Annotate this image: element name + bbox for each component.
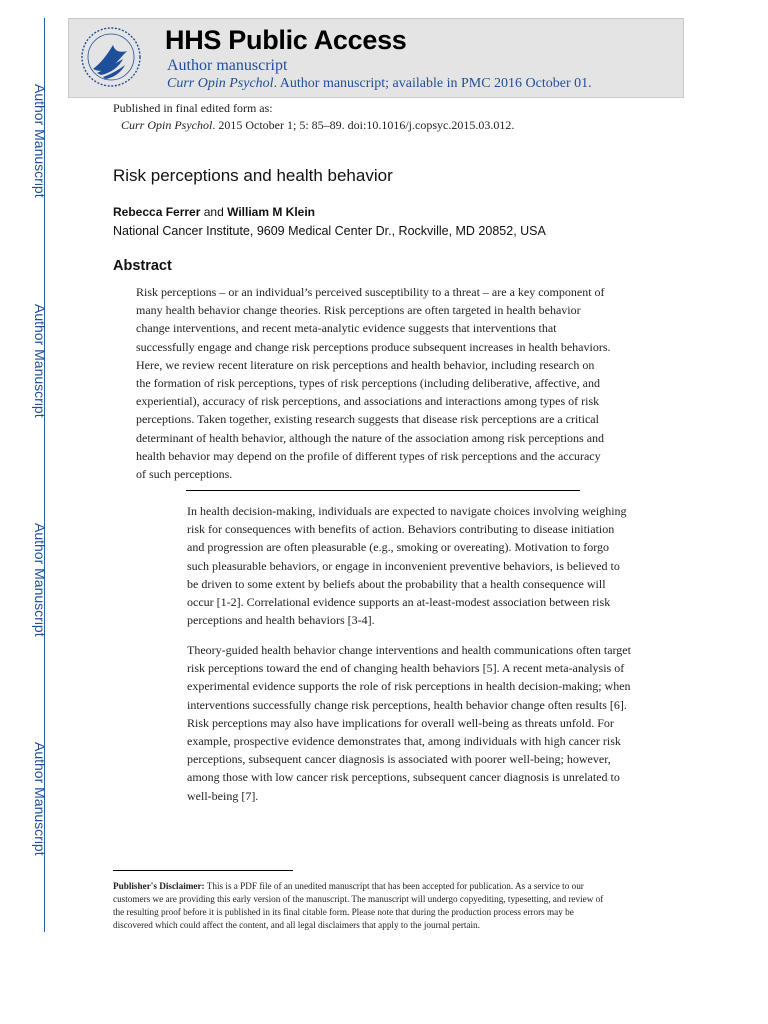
disclaimer-line <box>113 880 661 893</box>
abstract-line: change interventions, and recent meta-analytic evidence suggests that interventions that <box>136 321 557 336</box>
citation-journal: Curr Opin Psychol <box>121 118 213 132</box>
abstract-body <box>136 283 636 483</box>
abstract-line: many health behavior change theories. Risk perceptions are often targeted in health behavior <box>136 303 581 318</box>
paragraph-line: risk for consequences with benefits of action. Behaviors contributing to disease initiation <box>187 522 615 537</box>
published-citation <box>113 100 514 134</box>
abstract-line: successfully engage and change risk perceptions produce subsequent increases in health behaviors. <box>136 339 611 354</box>
author-name: Rebecca Ferrer <box>113 205 201 219</box>
paragraph-line: well-being [7]. <box>187 788 259 803</box>
abstract-heading: Abstract <box>113 258 172 274</box>
hhs-eagle-logo-icon <box>79 25 143 89</box>
side-label-3: Author Manuscript <box>32 523 48 637</box>
side-label-1: Author Manuscript <box>32 84 48 198</box>
footnote-divider <box>113 870 293 871</box>
section-divider <box>186 490 580 491</box>
affiliation: National Cancer Institute, 9609 Medical Center Dr., Rockville, MD 20852, USA <box>113 224 546 238</box>
journal-name: Curr Opin Psychol <box>167 76 274 91</box>
paragraph-line: among those with low cancer risk perceptions, subsequent cancer diagnosis is unrelated to <box>187 770 620 785</box>
hhs-title: HHS Public Access <box>165 25 407 55</box>
body-paragraph-1 <box>187 502 657 629</box>
citation-line <box>113 117 514 134</box>
author-manuscript-heading: Author manuscript <box>167 57 288 74</box>
abstract-line: Here, we review recent literature on risk perceptions and health behavior, including research on <box>136 357 595 372</box>
disclaimer-line: customers we are providing this early version of the manuscript. The manuscript will undergo copyediting, typesetting, and review of <box>113 894 604 904</box>
side-label-4: Author Manuscript <box>32 742 48 856</box>
paragraph-line: interventions successfully change risk perceptions, health behavior change often results [6]. <box>187 697 627 712</box>
article-title: Risk perceptions and health behavior <box>113 166 393 185</box>
abstract-line: the formation of risk perceptions, types of risk perceptions (including deliberative, affective, and <box>136 376 600 391</box>
disclaimer-line: discovered which could affect the content, and all legal disclaimers that apply to the journal pertain. <box>113 920 480 930</box>
paragraph-line: such pleasurable behaviors, or engage in inconvenient preventive behaviors, is believed to <box>187 558 620 573</box>
disclaimer-line: the resulting proof before it is published in its final citable form. Please note that during the production process errors may be <box>113 907 574 917</box>
paragraph-line: risk perceptions toward the end of changing health behaviors [5]. A recent meta-analysis of <box>187 661 625 676</box>
author-list <box>113 205 315 219</box>
paragraph-line: example, prospective evidence demonstrates that, among individuals with high cancer risk <box>187 734 621 749</box>
paragraph-line: be driven to some extent by beliefs about the probability that a health consequence will <box>187 576 606 591</box>
paragraph-line: perceptions and health behaviors [3-4]. <box>187 613 375 628</box>
paragraph-line: and progression are often pleasurable (e.g., smoking or overeating). Motivation to forgo <box>187 540 609 555</box>
body-paragraph-2 <box>187 641 657 805</box>
journal-availability <box>167 76 592 92</box>
disclaimer-label: Publisher's Disclaimer: <box>113 881 205 891</box>
author-conjunction: and <box>203 205 224 219</box>
abstract-line: health behavior may depend on the profile of different types of risk perceptions and the accuracy <box>136 448 601 463</box>
abstract-line: Risk perceptions – or an individual’s perceived susceptibility to a threat – are a key component of <box>136 285 605 299</box>
hhs-banner <box>68 18 684 98</box>
publisher-disclaimer <box>113 880 661 932</box>
abstract-line: of such perceptions. <box>136 467 233 482</box>
availability-text: . Author manuscript; available in PMC 2016 October 01. <box>273 76 592 91</box>
side-label-2: Author Manuscript <box>32 304 48 418</box>
citation-text: . 2015 October 1; 5: 85–89. doi:10.1016/j.copsyc.2015.03.012. <box>212 118 515 132</box>
abstract-line: perceptions. Taken together, existing research suggests that disease risk perceptions are a critical <box>136 412 599 427</box>
paragraph-line: In health decision-making, individuals are expected to navigate choices involving weighing <box>187 504 627 518</box>
paragraph-line: perceptions, subsequent cancer diagnosis is associated with poorer well-being; however, <box>187 752 611 767</box>
abstract-line: experiential), accuracy of risk perceptions, and associations and interactions among types of risk <box>136 394 600 409</box>
paragraph-line: occur [1-2]. Correlational evidence supports an at-least-modest association between risk <box>187 595 611 610</box>
published-label: Published in final edited form as: <box>113 101 273 115</box>
disclaimer-text: This is a PDF file of an unedited manuscript that has been accepted for publication. As a service to our <box>204 881 584 891</box>
abstract-line: determinant of health behavior, although the nature of the association among risk perceptions and <box>136 430 605 445</box>
paragraph-line: Theory-guided health behavior change interventions and health communications often target <box>187 643 631 657</box>
paragraph-line: Risk perceptions may also have implications for overall well-being as threats unfold. For <box>187 715 614 730</box>
author-name: William M Klein <box>227 205 316 219</box>
paragraph-line: experimental evidence supports the role of risk perceptions in health decision-making; when <box>187 679 631 694</box>
